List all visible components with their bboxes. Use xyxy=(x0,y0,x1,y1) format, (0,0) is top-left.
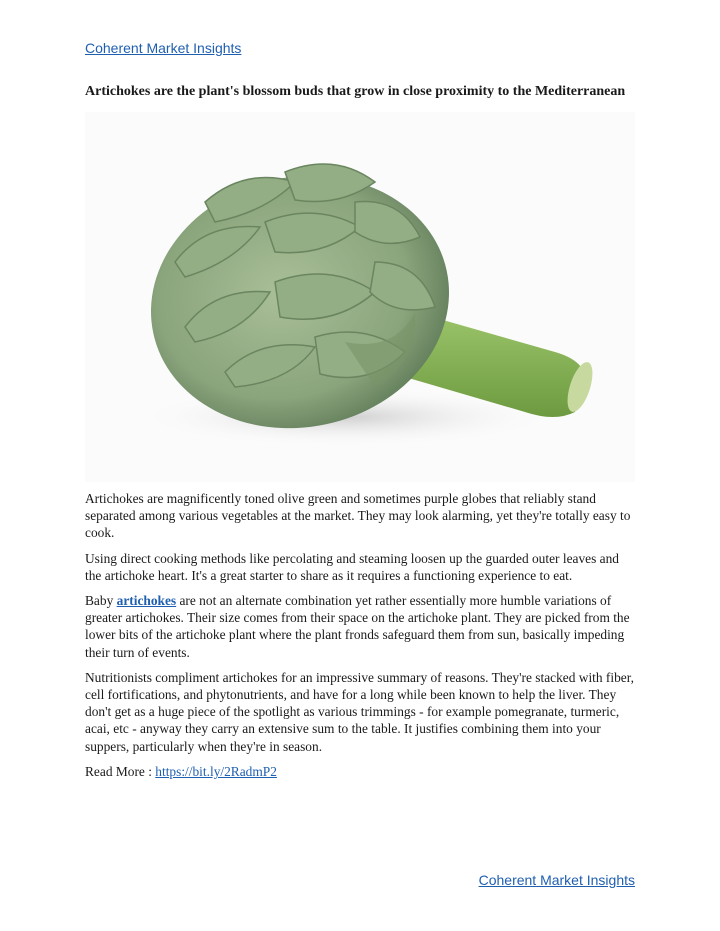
paragraph-3-start: Baby xyxy=(85,593,117,609)
paragraph-3-rest: are not an alternate combination yet rather essentially more humble variations of greater artichokes. Their size comes from their space on the artichoke plant. They are picked from the lower bits of the artichoke plant where the plant fronds safeguard them from sun, basically impeding their turn of events. xyxy=(85,593,630,660)
artichoke-illustration xyxy=(85,112,635,482)
read-more-line xyxy=(85,763,637,780)
read-more-label: Read More : xyxy=(85,763,156,779)
paragraph-4: Nutritionists compliment artichokes for an impressive summary of reasons. They're stacked with fiber, cell fortifications, and phytonutrients, and have for a long while been known to help the liver. They don't get as a huge piece of the spotlight as various trimmings - for example pomegranate, turmeric, acai, etc - anyway they carry an extensive sum to the table. It justifies combining them into your suppers, particularly when they're in season. xyxy=(85,669,635,754)
paragraph-2: Using direct cooking methods like percolating and steaming loosen up the guarded outer leaves and the artichoke heart. It's a great starter to share as it requires a functioning experience to eat. xyxy=(85,550,619,583)
artichokes-link[interactable]: artichokes xyxy=(116,593,177,609)
paragraph-3 xyxy=(85,592,637,661)
artichoke-image xyxy=(85,112,635,482)
header-brand-link[interactable]: Coherent Market Insights xyxy=(85,40,242,56)
article-body xyxy=(85,490,637,788)
footer-brand-link[interactable]: Coherent Market Insights xyxy=(478,872,635,888)
article-title: Artichokes are the plant's blossom buds that grow in close proximity to the Mediterranean xyxy=(85,84,626,99)
read-more-link[interactable]: https://bit.ly/2RadmP2 xyxy=(155,763,277,779)
paragraph-1: Artichokes are magnificently toned olive green and sometimes purple globes that reliably stand separated among various vegetables at the market. They may look alarming, yet they're totally easy to cook. xyxy=(85,491,631,541)
